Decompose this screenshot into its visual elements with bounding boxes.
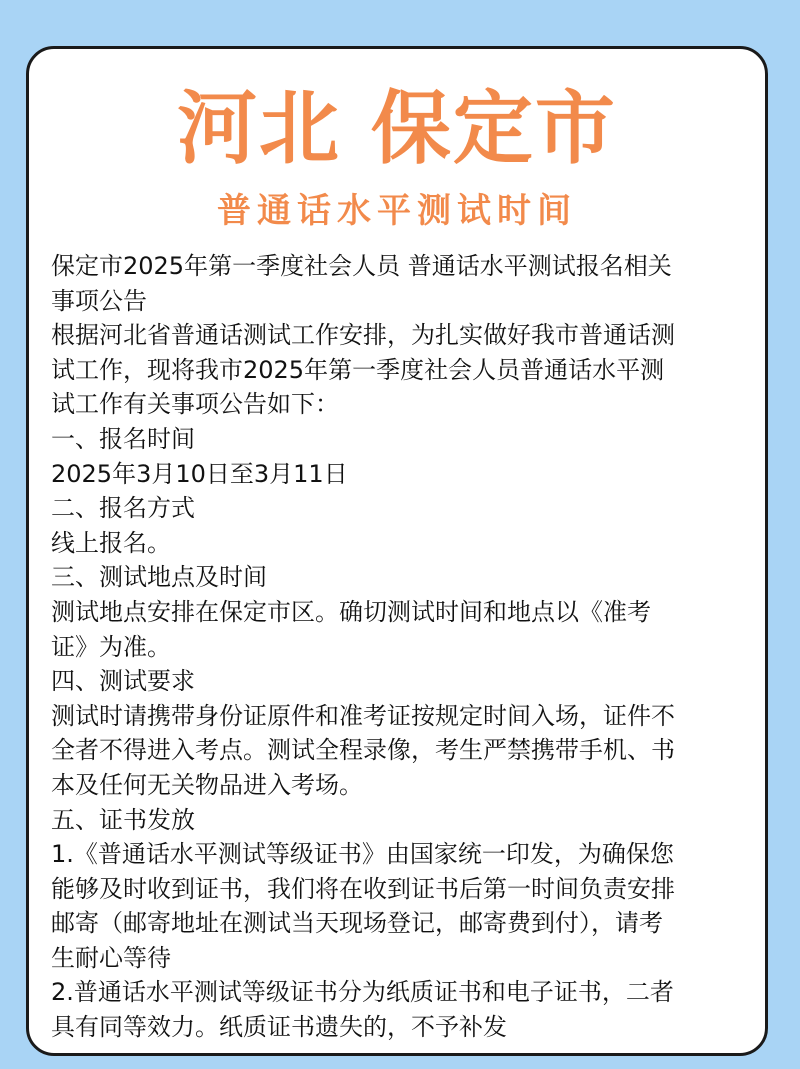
notice-line: 2.普通话水平测试等级证书分为纸质证书和电子证书，二者 — [51, 978, 674, 1007]
section-heading: 三、测试地点及时间 — [51, 563, 267, 592]
notice-line: 保定市2025年第一季度社会人员 普通话水平测试报名相关 — [51, 252, 672, 280]
notice-line: 测试地点安排在保定市区。确切测试时间和地点以《准考 — [51, 597, 651, 626]
notice-line: 本及任何无关物品进入考场。 — [51, 770, 363, 799]
notice-line: 线上报名。 — [51, 528, 171, 557]
notice-line: 能够及时收到证书，我们将在收到证书后第一时间负责安排 — [51, 874, 675, 903]
notice-line: 试工作，现将我市2025年第一季度社会人员普通话水平测 — [51, 355, 665, 384]
notice-line: 邮寄（邮寄地址在测试当天现场登记，邮寄费到付），请考 — [51, 909, 663, 938]
section-heading: 四、测试要求 — [51, 667, 195, 696]
section-heading: 一、报名时间 — [51, 424, 195, 453]
notice-line: 生耐心等待 — [51, 943, 171, 972]
section-heading: 二、报名方式 — [51, 494, 195, 523]
page-title: 河北 保定市 — [177, 82, 617, 175]
notice-line: 全者不得进入考点。测试全程录像，考生严禁携带手机、书 — [51, 736, 675, 765]
notice-line: 根据河北省普通话测试工作安排，为扎实做好我市普通话测 — [51, 321, 675, 350]
notice-line: 证》为准。 — [51, 632, 171, 661]
notice-line: 具有同等效力。纸质证书遗失的，不予补发 — [51, 1013, 507, 1042]
notice-line: 1.《普通话水平测试等级证书》由国家统一印发，为确保您 — [51, 840, 674, 869]
notice-card — [26, 46, 768, 1056]
page-subtitle: 普通话水平测试时间 — [217, 191, 577, 231]
section-heading: 五、证书发放 — [51, 805, 195, 834]
notice-line: 试工作有关事项公告如下： — [51, 390, 339, 419]
notice-line: 测试时请携带身份证原件和准考证按规定时间入场，证件不 — [51, 701, 675, 730]
notice-body — [51, 249, 751, 1045]
notice-line: 事项公告 — [51, 286, 147, 315]
notice-line: 2025年3月10日至3月11日 — [51, 459, 348, 488]
